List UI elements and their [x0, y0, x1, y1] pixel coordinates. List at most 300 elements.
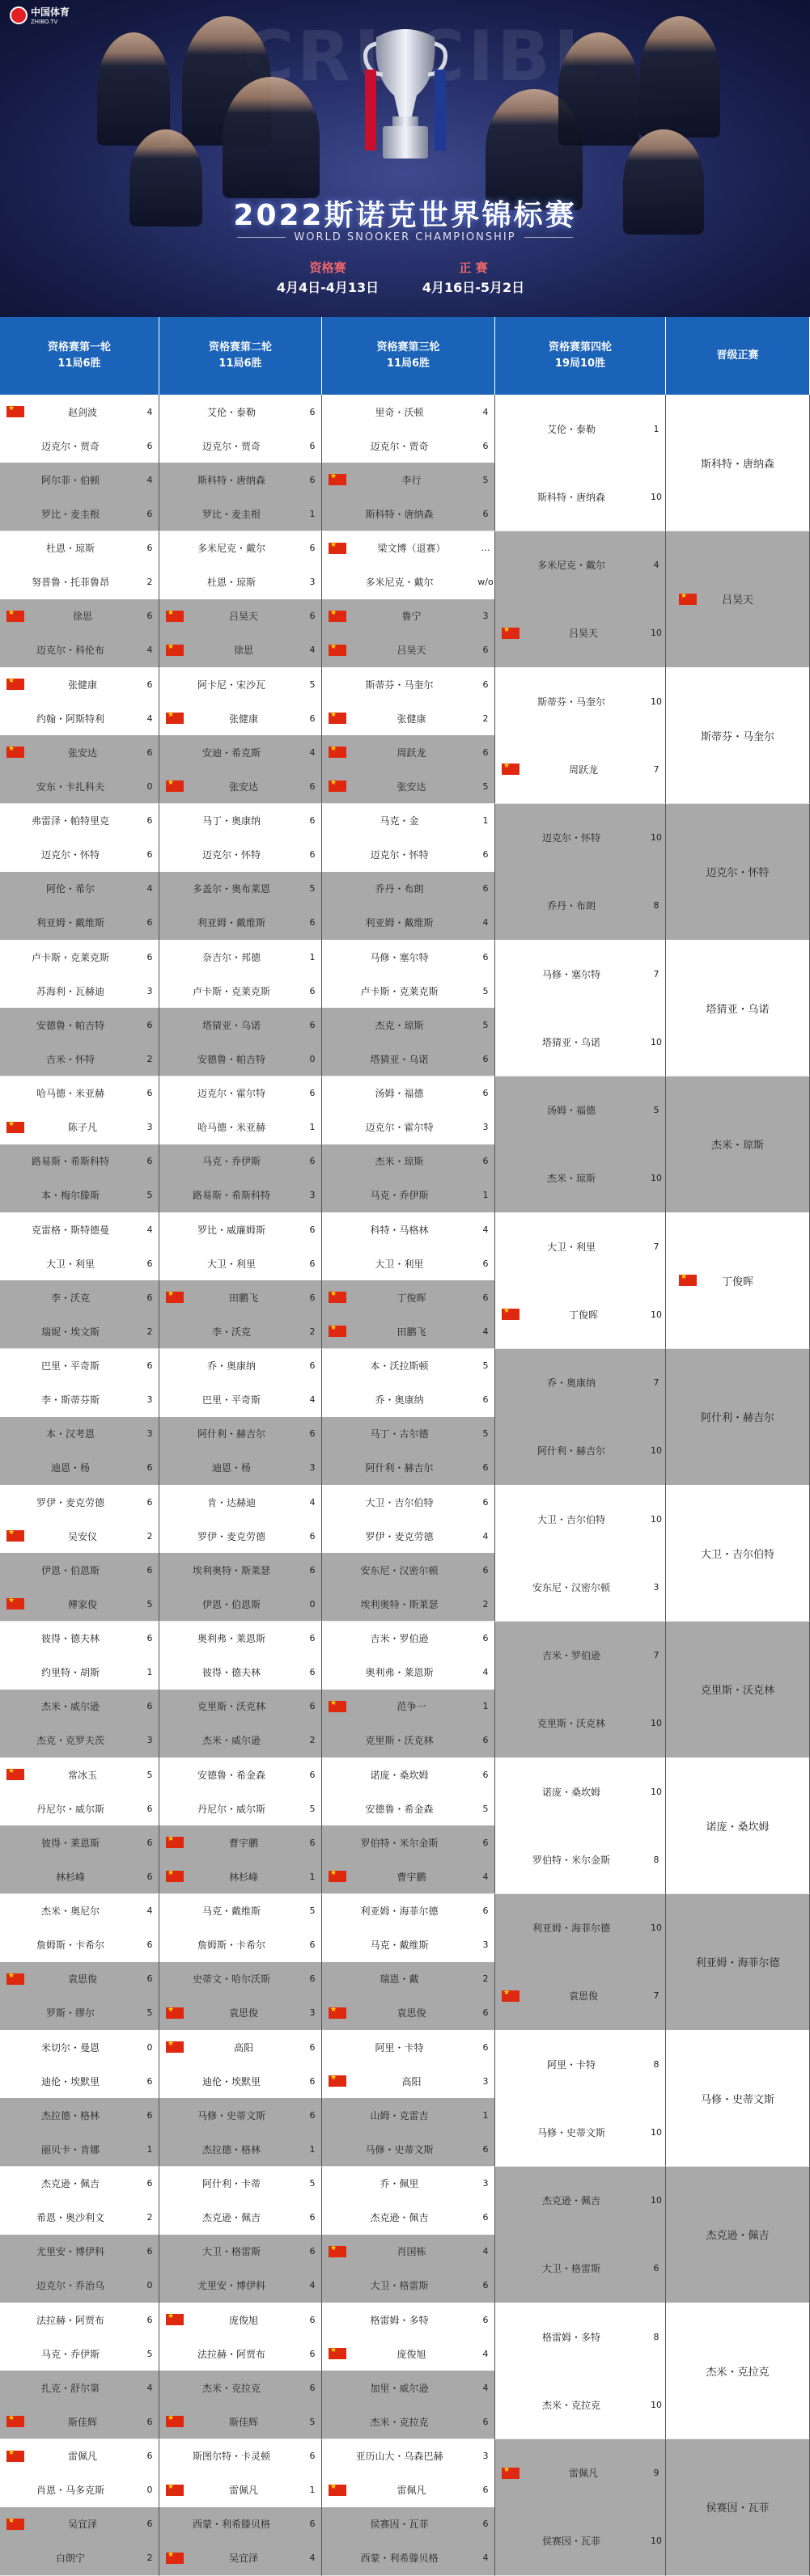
round2-entry [159, 1928, 322, 1963]
player-name: 斯佳辉 [228, 2416, 258, 2428]
player-score: 6 [482, 2485, 489, 2496]
round2-entry [159, 1144, 322, 1179]
round2-entry [159, 1962, 322, 1997]
china-flag-icon [329, 611, 346, 622]
player-score: 4 [482, 2348, 489, 2359]
player-score: 10 [651, 491, 662, 502]
round1-entry [0, 974, 159, 1009]
player-name: 马克・戴维斯 [201, 1906, 261, 1917]
player-score: 6 [146, 440, 153, 451]
round4-entry [495, 463, 666, 531]
qualified-player-name: 丁俊晖 [721, 1275, 753, 1288]
player-name: 卢卡斯・克莱克斯 [192, 985, 270, 997]
round3-entry [322, 2269, 495, 2303]
player-score: 8 [653, 2331, 659, 2342]
player-name: 罗比・麦圭根 [201, 508, 261, 520]
player-score: 2 [309, 1326, 316, 1337]
player-name: 吕昊天 [228, 611, 258, 623]
player-score: 6 [146, 1701, 153, 1712]
player-score: 5 [146, 1769, 153, 1780]
player-name: 乔・奥康纳 [206, 1360, 256, 1372]
player-score: 6 [146, 1564, 153, 1576]
player-name: 迪恩・杨 [211, 1462, 251, 1474]
player-name: 马修・史蒂文斯 [536, 2126, 605, 2138]
player-score: 7 [653, 763, 659, 775]
player-score: 6 [146, 1156, 153, 1167]
round2-entry [159, 1622, 322, 1656]
player-portrait [639, 16, 720, 137]
round1-entry [0, 2303, 159, 2337]
player-name: 庞俊旭 [228, 2314, 258, 2326]
china-flag-icon [6, 747, 24, 758]
player-name: 雷佩凡 [397, 2485, 426, 2497]
player-score: 4 [482, 1667, 489, 1678]
player-score: 3 [482, 2451, 489, 2461]
round2-entry [159, 1077, 322, 1111]
round3-entry [322, 1791, 495, 1826]
player-score: 6 [146, 1360, 153, 1371]
round1-entry [0, 2235, 159, 2269]
round1-entry [0, 633, 159, 668]
player-score: 5 [482, 1803, 489, 1814]
round4-entry [495, 1349, 666, 1418]
round2-entry [159, 906, 322, 941]
player-score: 6 [482, 1156, 489, 1167]
china-flag-icon [166, 780, 184, 792]
china-flag-icon [329, 1326, 346, 1337]
player-name: 乔・奥康纳 [375, 1394, 424, 1406]
round4-entry [495, 531, 666, 600]
player-name: 塔猜亚・乌诺 [541, 1036, 600, 1048]
round1-entry [0, 1587, 159, 1622]
round3-entry [322, 395, 495, 429]
player-score: 6 [146, 1088, 153, 1098]
player-name: 克里斯・沃克林 [365, 1735, 434, 1747]
player-name: 李・沃克 [50, 1292, 90, 1304]
player-score: 6 [309, 1973, 316, 1985]
player-score: 6 [309, 815, 316, 826]
player-score: 9 [653, 2468, 659, 2478]
player-name: 徐思 [233, 645, 253, 657]
china-flag-icon [6, 1598, 24, 1609]
player-score: 1 [482, 1190, 489, 1201]
round2-entry [159, 735, 322, 770]
player-name: 阿什利・赫吉尔 [197, 1428, 265, 1440]
round1-entry [0, 1690, 159, 1724]
round2-entry [159, 2371, 322, 2405]
round2-entry [159, 2201, 322, 2235]
round2-entry [159, 2235, 322, 2269]
player-score: 5 [309, 1803, 316, 1814]
round-header-title: 资格赛第二轮 [208, 341, 272, 353]
player-score: w/o [477, 577, 494, 588]
player-name: 杰米・克拉克 [201, 2382, 261, 2394]
player-score: 6 [309, 1156, 316, 1167]
player-score: 6 [309, 1667, 316, 1678]
round3-entry [322, 804, 495, 839]
player-score: 2 [146, 1053, 153, 1064]
round3-entry [322, 1656, 495, 1690]
china-flag-icon [166, 1837, 184, 1848]
player-name: 斯蒂芬・马奎尔 [365, 679, 434, 691]
player-score: 6 [309, 1292, 316, 1303]
round4-entry [495, 1417, 666, 1486]
round2-entry [159, 1587, 322, 1622]
qualified-player-name: 侯赛因・瓦菲 [706, 2502, 770, 2515]
player-name: 奥利弗・莱恩斯 [197, 1633, 265, 1644]
player-name: 安东尼・汉密尔顿 [532, 1581, 610, 1593]
qualified-player-name: 诺庞・桑坎姆 [706, 1821, 770, 1834]
round1-entry [0, 940, 159, 975]
round2-entry [159, 463, 322, 497]
round2-entry [159, 940, 322, 975]
player-name: 利亚姆・戴维斯 [36, 917, 104, 929]
player-name: 大卫・格雷斯 [541, 2263, 600, 2275]
player-score: 10 [651, 2126, 662, 2138]
round3-entry [322, 1417, 495, 1452]
round1-entry [0, 2132, 159, 2167]
qualified-player [666, 2030, 810, 2167]
china-flag-icon [6, 679, 24, 690]
player-name: 多米尼克・戴尔 [365, 577, 434, 589]
round1-entry [0, 1077, 159, 1111]
player-score: 5 [146, 2348, 153, 2359]
china-flag-icon [166, 2007, 184, 2019]
player-score: 3 [309, 1462, 316, 1474]
round4-entry [495, 395, 666, 463]
round2-entry [159, 1178, 322, 1213]
player-score: 7 [653, 1377, 659, 1388]
round1-entry [0, 2371, 159, 2405]
round3-entry [322, 2030, 495, 2065]
player-score: 6 [309, 713, 316, 724]
round1-entry [0, 804, 159, 839]
player-score: 5 [653, 1105, 659, 1115]
player-score: 6 [309, 780, 316, 792]
player-name: 迈克尔・霍尔特 [197, 1088, 265, 1099]
player-score: 5 [309, 883, 316, 895]
player-name: 袁思俊 [568, 1990, 598, 2003]
player-name: 路易斯・希斯科特 [192, 1190, 270, 1202]
player-name: 西蒙・利希滕贝格 [360, 2553, 439, 2565]
qualified-player [666, 1212, 810, 1349]
player-score: 6 [309, 406, 316, 417]
round1-entry [0, 1825, 159, 1860]
round3-entry [322, 2507, 495, 2542]
player-score: 6 [309, 1633, 316, 1643]
player-score: 10 [651, 1513, 662, 1525]
player-score: 6 [146, 917, 153, 928]
china-flag-icon [6, 2451, 24, 2462]
round2-entry [159, 2507, 322, 2542]
round3-entry [322, 1212, 495, 1247]
player-score: 10 [651, 2399, 662, 2410]
round2-entry [159, 1485, 322, 1520]
player-score: 2 [146, 2212, 153, 2223]
player-name: 周跃龙 [397, 747, 426, 759]
player-name: 罗伯特・米尔金斯 [532, 1854, 610, 1866]
player-name: 杜恩・琼斯 [45, 543, 95, 554]
player-name: 安德鲁・希金森 [197, 1769, 265, 1781]
player-score: 6 [482, 2519, 489, 2530]
player-score: 0 [146, 2485, 153, 2496]
round1-entry [0, 735, 159, 770]
round3-entry [322, 2064, 495, 2099]
player-score: 6 [482, 883, 489, 895]
player-name: 杰米・克拉克 [370, 2416, 429, 2428]
player-score: 1 [146, 2143, 153, 2155]
player-score: 10 [651, 628, 662, 639]
player-name: 傅家俊 [67, 1598, 97, 1610]
player-score: 4 [146, 713, 153, 724]
player-score: 6 [146, 508, 153, 519]
player-name: 里奇・沃顿 [375, 406, 424, 418]
round3-entry [322, 1042, 495, 1077]
player-score: 6 [309, 1019, 316, 1030]
player-name: 庞俊旭 [397, 2348, 426, 2360]
player-score: 6 [146, 1496, 153, 1508]
player-name: 马丁・古尔德 [370, 1428, 429, 1440]
round1-entry [0, 565, 159, 600]
round1-entry [0, 531, 159, 566]
round1-entry [0, 1962, 159, 1997]
player-score: 6 [482, 2212, 489, 2223]
china-flag-icon [166, 645, 184, 656]
event-title: 2022斯诺克世界锦标赛 [233, 199, 577, 232]
player-name: 卢卡斯・克莱克斯 [360, 985, 439, 997]
player-name: 杰拉德・格林 [201, 2143, 261, 2155]
player-score: 6 [309, 849, 316, 861]
player-name: 乔・佩里 [380, 2178, 419, 2189]
player-name: 阿里・卡特 [375, 2041, 424, 2054]
round3-entry [322, 1383, 495, 1418]
player-name: 安东・卡扎科夫 [36, 780, 104, 793]
player-name: 斯科特・唐纳森 [536, 491, 605, 503]
player-name: 吴安仪 [67, 1530, 97, 1542]
player-score: 4 [309, 2553, 316, 2564]
player-name: 张安达 [228, 780, 258, 793]
round2-entry [159, 1417, 322, 1452]
player-name: 多盖尔・奥布莱恩 [192, 883, 270, 895]
player-name: 杰克・琼斯 [375, 1019, 424, 1031]
round2-entry [159, 1724, 322, 1758]
player-name: 阿伦・希尔 [45, 883, 95, 895]
player-score: 6 [653, 2263, 659, 2274]
china-flag-icon [679, 1275, 697, 1286]
player-name: 哈马德・米亚赫 [197, 1122, 265, 1134]
round-header-title: 资格赛第一轮 [47, 341, 111, 353]
player-name: 大卫・利里 [45, 1258, 95, 1270]
player-name: 大卫・利里 [206, 1258, 256, 1270]
player-name: 阿卡尼・宋沙瓦 [197, 679, 265, 691]
round2-entry [159, 1519, 322, 1554]
round1-entry [0, 1656, 159, 1690]
player-score: 6 [482, 2041, 489, 2053]
round4-entry [495, 1690, 666, 1758]
player-name: 迈克尔・霍尔特 [365, 1122, 434, 1134]
round3-entry [322, 2541, 495, 2576]
round-header [322, 317, 495, 395]
round1-entry [0, 1519, 159, 1554]
qualified-player-name: 迈克尔・怀特 [706, 867, 770, 879]
round3-entry [322, 940, 495, 975]
player-name: 安德鲁・帕吉特 [197, 1053, 265, 1065]
china-flag-icon [329, 474, 346, 485]
china-flag-icon [166, 2416, 184, 2427]
round2-entry [159, 2098, 322, 2133]
player-name: 张安达 [67, 747, 97, 759]
player-score: 6 [146, 543, 153, 553]
player-name: 杜恩・琼斯 [206, 577, 256, 589]
player-score: 6 [309, 1224, 316, 1235]
round2-entry [159, 2030, 322, 2065]
player-name: 罗比・麦圭根 [40, 508, 100, 520]
round3-entry [322, 2337, 495, 2371]
player-score: 10 [651, 1718, 662, 1729]
player-score: 10 [651, 1445, 662, 1457]
player-score: 6 [482, 1564, 489, 1576]
player-score: 1 [653, 423, 659, 434]
player-name: 吴宜泽 [67, 2519, 97, 2531]
round2-entry [159, 1758, 322, 1792]
player-name: 瑞恩・戴 [380, 1973, 419, 1986]
round4-entry [495, 872, 666, 941]
player-score: 6 [309, 1088, 316, 1098]
player-name: 大卫・吉尔伯特 [536, 1513, 605, 1525]
player-name: 斯科特・唐纳森 [365, 508, 434, 520]
player-name: 杰拉德・格林 [40, 2109, 100, 2121]
player-score: 6 [309, 2041, 316, 2053]
player-name: 阿尔菲・伯顿 [40, 474, 100, 486]
player-name: 杰克逊・佩吉 [40, 2178, 100, 2189]
round4-entry [495, 1212, 666, 1281]
player-score: 6 [482, 1633, 489, 1643]
player-name: 斯佳辉 [67, 2416, 97, 2428]
player-name: 彼得・德夫林 [40, 1633, 100, 1644]
qualified-player [666, 1622, 810, 1758]
player-score: 6 [146, 2314, 153, 2325]
qualified-player-name: 杰米・琼斯 [710, 1140, 764, 1152]
player-name: 杰米・威尔逊 [40, 1701, 100, 1713]
player-score: 3 [309, 1190, 316, 1201]
round3-entry [322, 974, 495, 1009]
player-name: 高阳 [401, 2075, 422, 2087]
round2-entry [159, 1690, 322, 1724]
player-score: 6 [309, 2519, 316, 2530]
player-score: 3 [482, 1939, 489, 1951]
player-name: 伊恩・伯恩斯 [201, 1598, 261, 1610]
player-name: 罗伊・麦克劳德 [197, 1530, 265, 1542]
player-score: 6 [146, 2246, 153, 2257]
player-score: 0 [309, 1053, 316, 1064]
round4-entry [495, 1894, 666, 1963]
player-score: 4 [653, 560, 659, 570]
brand-logo [10, 5, 70, 25]
round2-entry [159, 633, 322, 668]
player-name: 诺庞・桑坎姆 [370, 1769, 429, 1781]
china-flag-icon [502, 1990, 520, 2002]
round1-entry [0, 1485, 159, 1520]
round3-entry [322, 2303, 495, 2337]
player-name: 杰米・琼斯 [546, 1173, 596, 1185]
round4-entry [495, 1280, 666, 1349]
round-header-title: 资格赛第三轮 [376, 341, 440, 353]
player-score: 3 [309, 577, 316, 588]
player-score: 6 [482, 747, 489, 758]
player-name: 努普鲁・托菲鲁昂 [31, 577, 109, 589]
round2-entry [159, 1008, 322, 1043]
round3-entry [322, 1280, 495, 1315]
player-name: 诺庞・桑坎姆 [541, 1786, 600, 1798]
qualified-player [666, 940, 810, 1077]
round2-entry [159, 2541, 322, 2576]
round3-entry [322, 1724, 495, 1758]
round-header [495, 317, 666, 395]
round1-entry [0, 429, 159, 463]
player-name: 阿什利・卡蒂 [201, 2178, 261, 2189]
round2-entry [159, 974, 322, 1009]
player-score: 3 [146, 1735, 153, 1746]
player-score: 5 [482, 780, 489, 792]
qualified-player [666, 2167, 810, 2303]
china-flag-icon [502, 2468, 520, 2479]
round1-entry [0, 463, 159, 497]
round-header [666, 317, 810, 395]
round2-entry [159, 838, 322, 873]
player-name: 田鹏飞 [397, 1326, 426, 1338]
round3-entry [322, 2098, 495, 2133]
player-name: 范争一 [397, 1701, 426, 1713]
player-score: 6 [482, 1735, 489, 1746]
player-score: 0 [146, 2280, 153, 2291]
round2-entry [159, 429, 322, 463]
round3-entry [322, 1553, 495, 1588]
round3-entry [322, 1519, 495, 1554]
player-name: 大卫・利里 [546, 1241, 596, 1253]
player-name: 杰克逊・佩吉 [370, 2212, 429, 2224]
round1-entry [0, 1008, 159, 1043]
qualified-player-name: 大卫・吉尔伯特 [700, 1548, 774, 1561]
qualified-player [666, 395, 810, 531]
player-name: 大卫・格雷斯 [201, 2246, 261, 2258]
round1-entry [0, 838, 159, 873]
round4-entry [495, 1622, 666, 1690]
player-score: 6 [482, 2007, 489, 2019]
player-score: 5 [146, 2007, 153, 2019]
round2-entry [159, 2269, 322, 2303]
round4-entry [495, 1825, 666, 1894]
player-name: 李・斯蒂芬斯 [40, 1394, 100, 1406]
qualifying-dates [267, 259, 388, 293]
player-name: 詹姆斯・卡希尔 [197, 1939, 265, 1952]
round3-entry [322, 2167, 495, 2202]
player-name: 彼得・德夫林 [201, 1667, 261, 1679]
player-score: 4 [482, 2553, 489, 2564]
main-event-label: 正 赛 [459, 260, 488, 275]
round1-entry [0, 1451, 159, 1486]
player-name: 本・沃拉斯顿 [370, 1360, 429, 1372]
round2-entry [159, 599, 322, 634]
player-name: 迈克尔・贾奇 [40, 440, 100, 452]
player-score: 10 [651, 832, 662, 843]
player-score: 6 [309, 543, 316, 553]
player-name: 埃利奥特・斯莱瑟 [360, 1598, 439, 1610]
round-header-format: 11局6胜 [386, 357, 430, 370]
player-name: 迈克尔・贾奇 [370, 440, 429, 452]
player-score: 5 [309, 679, 316, 690]
player-score: 6 [309, 611, 316, 622]
player-score: 6 [482, 2416, 489, 2427]
